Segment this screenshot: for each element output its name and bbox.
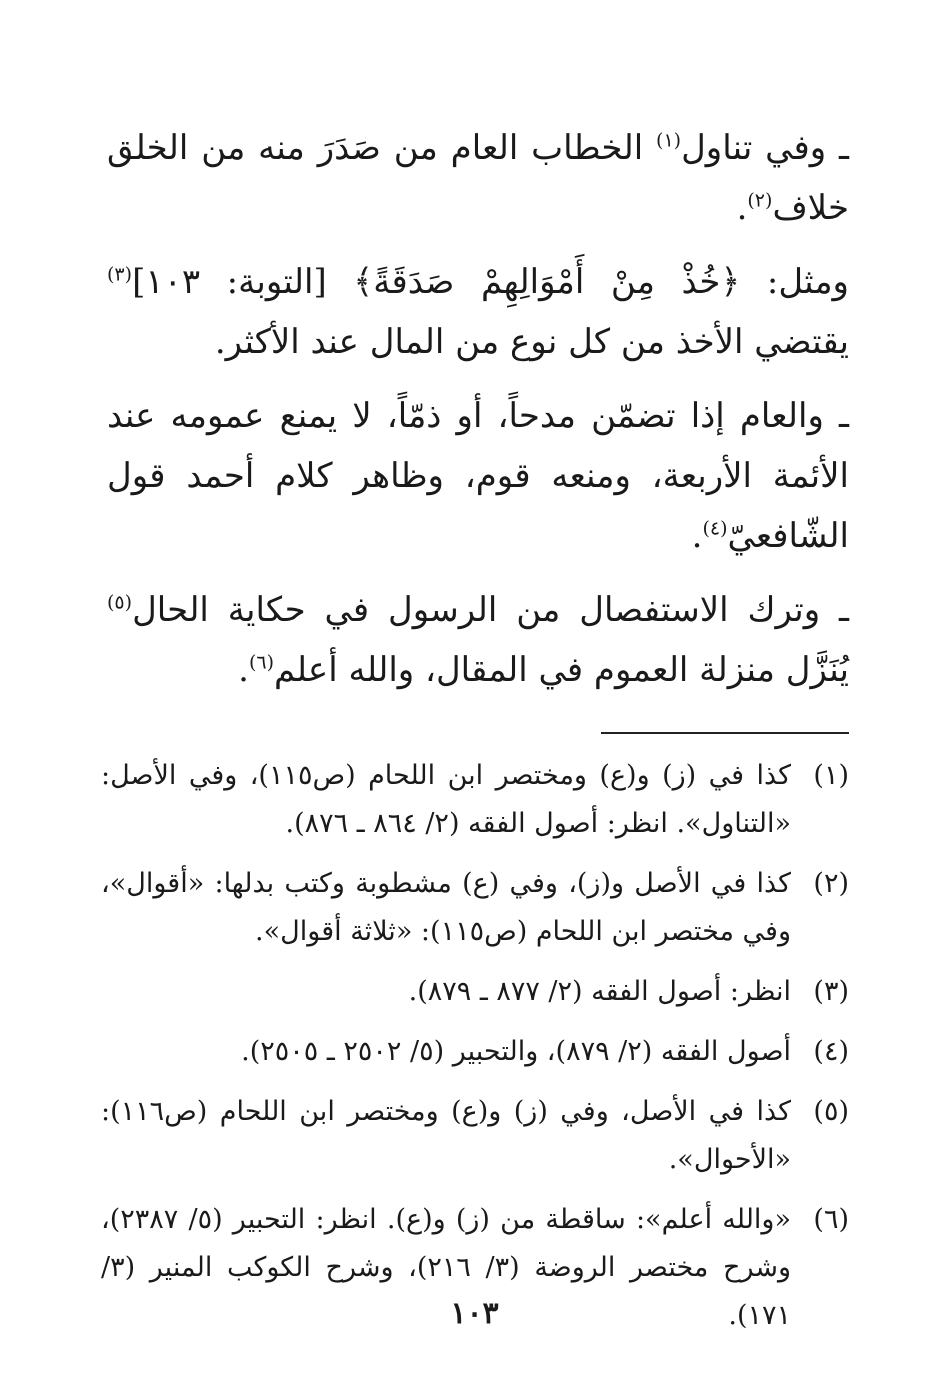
footnote-5 xyxy=(101,1088,849,1184)
footnote-text: كذا في (ز) و(ع) ومختصر ابن اللحام (ص١١٥)، وفي الأصل: «التناول». انظر: أصول الفقه (٢/ ٨٦٤ ـ ٨٧٦). xyxy=(101,760,791,839)
paragraph-1-part-b: الخطاب العام من صَدَرَ منه من الخلق خلاف xyxy=(107,128,849,228)
footnote-text: انظر: أصول الفقه (٢/ ٨٧٧ ـ ٨٧٩). xyxy=(408,976,791,1007)
footnote-divider xyxy=(601,732,849,734)
footnote-number: (١) xyxy=(813,760,849,791)
footnote-marker-5: (٥) xyxy=(107,591,133,614)
footnote-number: (٦) xyxy=(813,1204,849,1235)
paragraph-1-end: . xyxy=(736,188,748,228)
footnote-text: كذا في الأصل و(ز)، وفي (ع) مشطوبة وكتب بدلها: «أقوال»، وفي مختصر ابن اللحام (ص١١٥): «ثلاثة أقوال». xyxy=(101,868,791,947)
quran-verse: ﴿خُذْ مِنْ أَمْوَالِهِمْ صَدَقَةً﴾ xyxy=(353,262,741,302)
footnote-text: كذا في الأصل، وفي (ز) و(ع) ومختصر ابن اللحام (ص١١٦): «الأحوال». xyxy=(101,1096,791,1175)
paragraph-3-end: . xyxy=(691,516,703,556)
footnotes xyxy=(101,752,849,1352)
paragraph-4-part-a: ـ وترك الاستفصال من الرسول في حكاية الحال xyxy=(132,590,849,630)
footnote-number: (٣) xyxy=(813,976,849,1007)
footnote-marker-2: (٢) xyxy=(747,189,773,212)
footnote-number: (٢) xyxy=(813,868,849,899)
paragraph-4 xyxy=(107,580,849,700)
paragraph-1 xyxy=(107,118,849,238)
page-number: ١٠٣ xyxy=(450,1296,499,1331)
footnote-number: (٤) xyxy=(813,1036,849,1067)
paragraph-2 xyxy=(107,252,849,372)
paragraph-1-part-a: ـ وفي تناول xyxy=(681,128,849,168)
footnote-marker-4: (٤) xyxy=(702,517,728,540)
footnote-4 xyxy=(101,1028,849,1076)
footnote-marker-3: (٣) xyxy=(107,263,133,286)
footnote-3 xyxy=(101,968,849,1016)
footnote-text: «والله أعلم»: ساقطة من (ز) و(ع). انظر: التحبير (٥/ ٢٣٨٧)، وشرح مختصر الروضة (٣/ ٢١٦)، وشرح الكوكب المنير (٣/ ١٧١). xyxy=(101,1204,791,1331)
paragraph-4-part-b: يُنَزَّل منزلة العموم في المقال، والله أعلم xyxy=(274,650,849,690)
paragraph-3-part-a: ـ والعام إذا تضمّن مدحاً، أو ذمّاً، لا يمنع عمومه عند الأئمة الأربعة، ومنعه قوم، وظاهر كلام أحمد قول الشّافعيّ xyxy=(107,396,849,556)
paragraph-2-part-a: ومثل: xyxy=(766,262,849,302)
footnote-marker-6: (٦) xyxy=(248,651,275,674)
paragraph-2-part-b: يقتضي الأخذ من كل نوع من المال عند الأكثر. xyxy=(214,322,849,362)
paragraph-4-end: . xyxy=(238,650,249,690)
paragraph-3 xyxy=(107,386,849,566)
main-text xyxy=(107,118,849,714)
verse-reference: [التوبة: ١٠٣] xyxy=(132,262,327,302)
footnote-number: (٥) xyxy=(813,1096,849,1127)
footnote-marker-1: (١) xyxy=(656,129,682,152)
footnote-1 xyxy=(101,752,849,848)
footnote-2 xyxy=(101,860,849,956)
footnote-text: أصول الفقه (٢/ ٨٧٩)، والتحبير (٥/ ٢٥٠٢ ـ ٢٥٠٥). xyxy=(241,1036,791,1067)
